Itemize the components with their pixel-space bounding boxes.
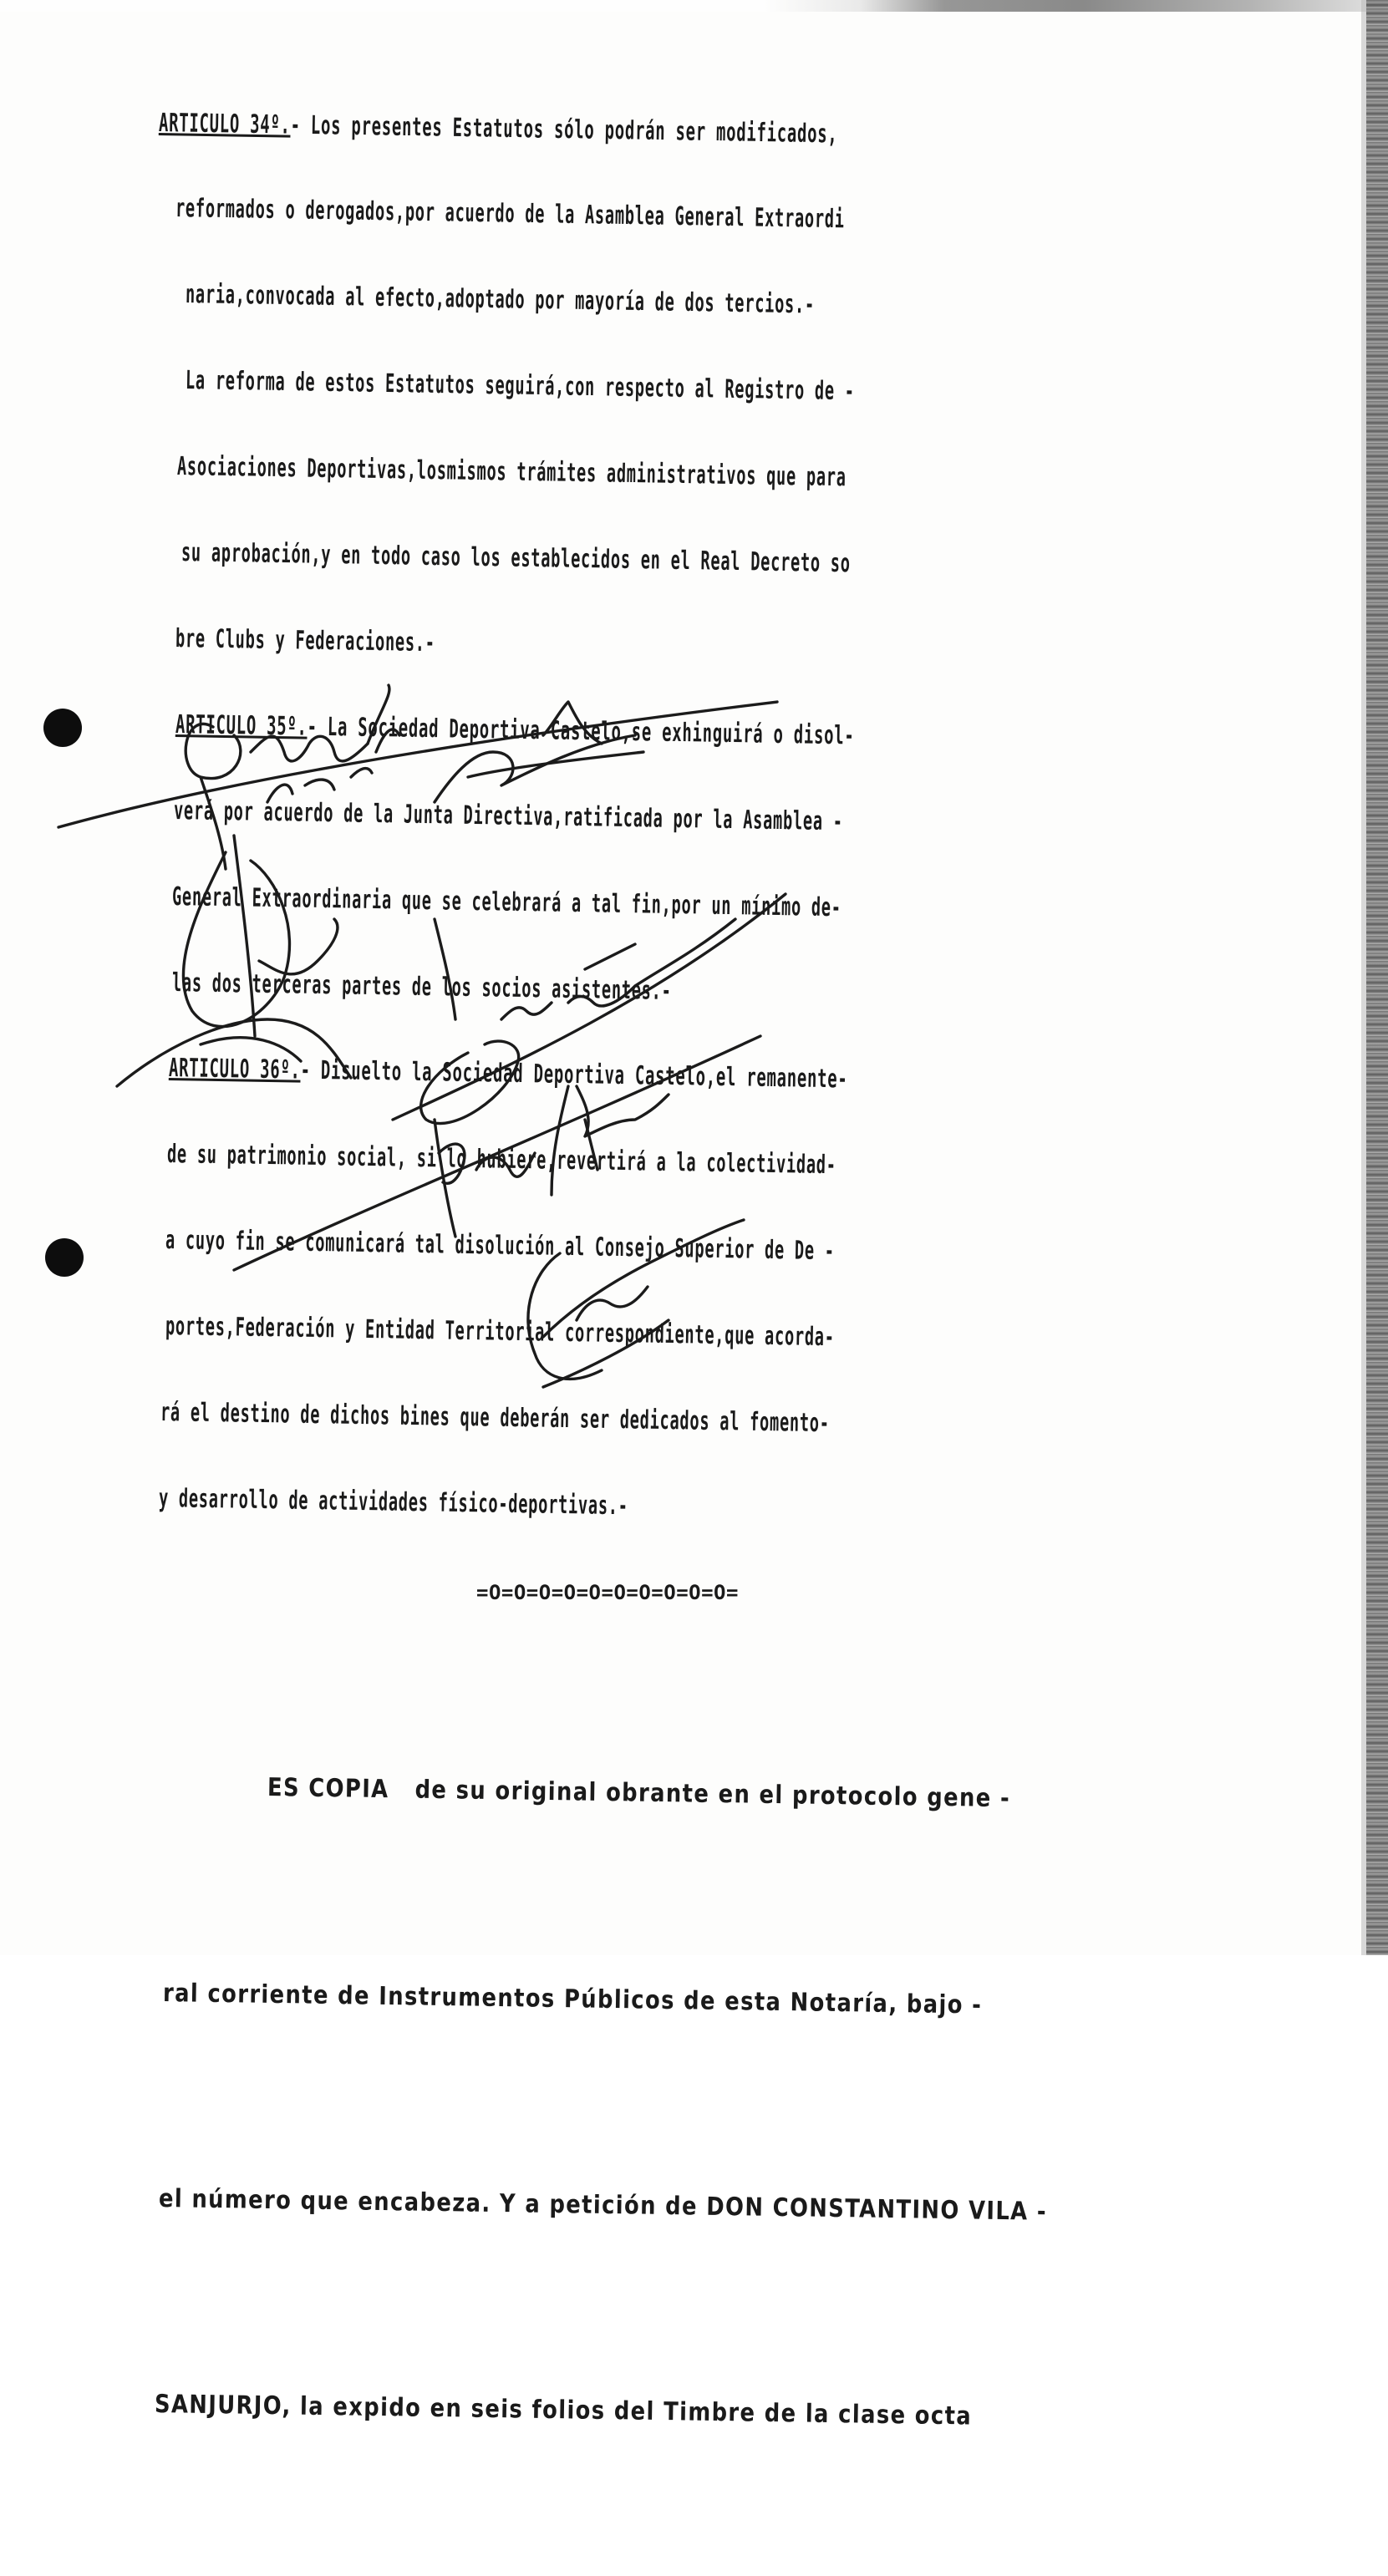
article-36-line: a cuyo fin se comunicará tal disolución al Consejo Superior de De - [165,1226,836,1267]
article-35-line: verá por acuerdo de la Junta Directiva,ratificada por la Asamblea - [173,795,844,836]
certification-line: SANJURJO, la expido en seis folios del Timbre de la clase octa [154,2390,973,2431]
section-divider: =O=O=O=O=O=O=O=O=O=O= [476,1581,739,1604]
article-34-line: bre Clubs y Federaciones.- [175,623,436,658]
article-35-heading: ARTICULO 35º. [175,709,308,742]
article-36-first-line: ARTICULO 36º.- Disuelto la Sociedad Deportiva Castelo,el remanente- [168,1054,848,1095]
article-34-line: La reforma de estos Estatutos seguirá,con respecto al Registro de - [185,366,856,407]
article-36-line: de su patrimonio social, si lo hubiere,revertirá a la colectividad- [166,1140,837,1181]
certification-line: ral corriente de Instrumentos Públicos de esta Notaría, bajo - [162,1979,983,2020]
article-36-line: y desarrollo de actividades físico-deportivas.- [158,1483,629,1522]
signature-6 [528,1220,744,1387]
certification-first-line: ES COPIA de su original obrante en el protocolo gene - [267,1773,1011,1814]
signature-4 [393,894,786,1124]
article-35-line: General Extraordinaria que se celebrará a tal fin,por un mínimo de- [171,882,842,922]
scan-edge-right [1366,0,1388,1955]
article-34-first-line: ARTICULO 34º.- Los presentes Estatutos sólo podrán ser modificados, [158,108,838,150]
article-34-line: reformados o derogados,por acuerdo de la Asamblea General Extraordi [175,194,846,235]
article-34-heading: ARTICULO 34º. [158,108,291,140]
article-35-line: las dos terceras partes de los socios asistentes.- [171,968,672,1006]
article-34-line: naria,convocada al efecto,adoptado por mayoría de dos tercios.- [185,280,816,320]
scan-edge-top [0,0,1388,12]
signatures-area [0,652,836,1437]
article-34-line: su aprobación,y en todo caso los establecidos en el Real Decreto so [180,538,852,579]
article-36-line: rá el destino de dichos bines que deberán ser dedicados al fomento- [160,1397,831,1439]
signature-1 [58,685,777,869]
signature-3 [117,836,351,1086]
article-36-heading: ARTICULO 36º. [168,1054,301,1086]
article-36-line: portes,Federación y Entidad Territorial correspondiente,que acorda- [165,1312,836,1353]
certification-text [146,1617,1233,2576]
article-34-line: Asociaciones Deportivas,losmismos trámites administrativos que para [176,452,847,493]
signature-2 [435,702,643,802]
certification-lead: ES COPIA [267,1773,389,1805]
article-35-first-line: ARTICULO 35º.- La Sociedad Deportiva Castelo,se exhinguirá o disol- [175,709,855,751]
certification-line: el número que encabeza. Y a petición de DON CONSTANTINO VILA - [158,2184,1048,2227]
